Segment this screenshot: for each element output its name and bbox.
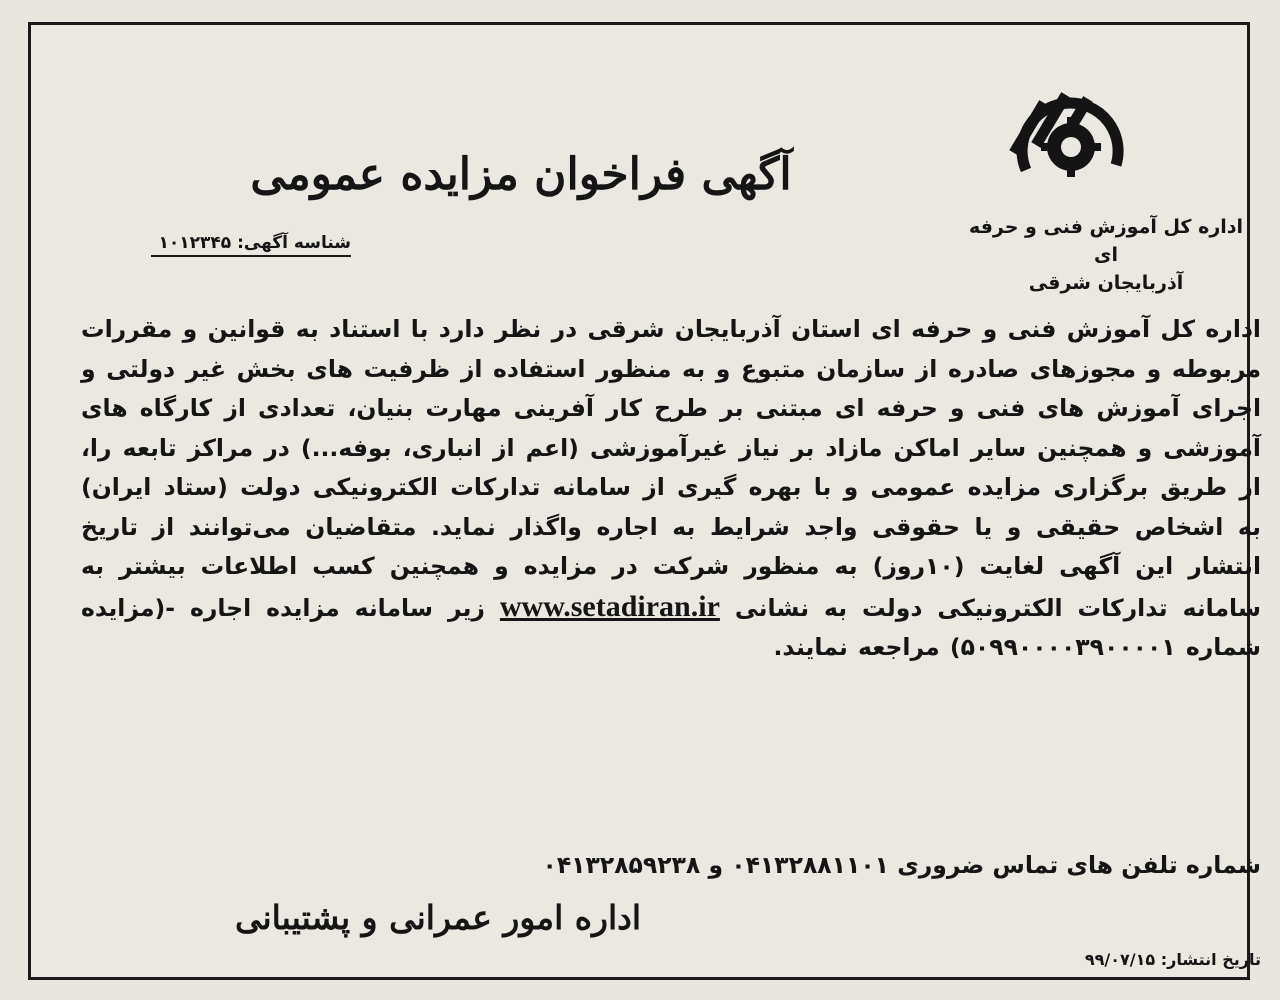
body-paragraph-part2: زیر سامانه مزایده اجاره -(مزایده شماره ۵۰۹۹۰۰۰۰۳۹۰۰۰۰۱) مراجعه نمایند. [81,593,1261,661]
contact-phones: شماره تلفن های تماس ضروری ۰۴۱۳۲۸۸۱۱۰۱ و ۰۴۱۳۲۸۵۹۲۳۸ [542,851,1261,879]
organization-logo [996,75,1146,205]
organization-name-line1: اداره کل آموزش فنی و حرفه ای [968,216,1244,266]
publish-date: تاریخ انتشار: ۹۹/۰۷/۱۵ [1084,950,1261,969]
ad-identifier: شناسه آگهی: ۱۰۱۲۳۴۵ [151,233,351,257]
announcement-body [81,310,1261,668]
announcement-title: آگهی فراخوان مزایده عمومی [250,149,792,200]
website-link[interactable]: www.setadiran.ir [499,589,720,623]
organization-name [956,213,1256,297]
announcement-frame [28,22,1262,980]
organization-name-line2: آذربایجان شرقی [1028,272,1184,294]
signature-department: اداره امور عمرانی و پشتیبانی [234,898,641,937]
body-paragraph-part1: اداره کل آموزش فنی و حرفه ای استان آذربایجان شرقی در نظر دارد با استناد به قوانین و مقررات مربوطه و مجوزهای صادره از سازمان متبوع و به منظور استفاده از ظرفیت های بخش غیر دولتی و اجرای آموزش های فنی و حرفه ای مبتنی بر طرح کار آفرینی مهارت بنیان، تعدادی از کارگاه های آموزشی و همچنین سایر اماکن مازاد بر نیاز غیرآموزشی (اعم از انباری، بوفه...) در مراکز تابعه را، از طریق برگزاری مزایده عمومی و با بهره گیری از سامانه تدارکات الکترونیکی دولت (ستاد ایران) به اشخاص حقیقی و یا حقوقی واجد شرایط به اجاره واگذار نماید. متقاضیان می‌توانند از تاریخ انتشار این آگهی لغایت (۱۰روز) به منظور شرکت در مزایده و همچنین کسب اطلاعات بیشتر به سامانه تدارکات الکترونیکی دولت به نشانی [81,315,1262,622]
